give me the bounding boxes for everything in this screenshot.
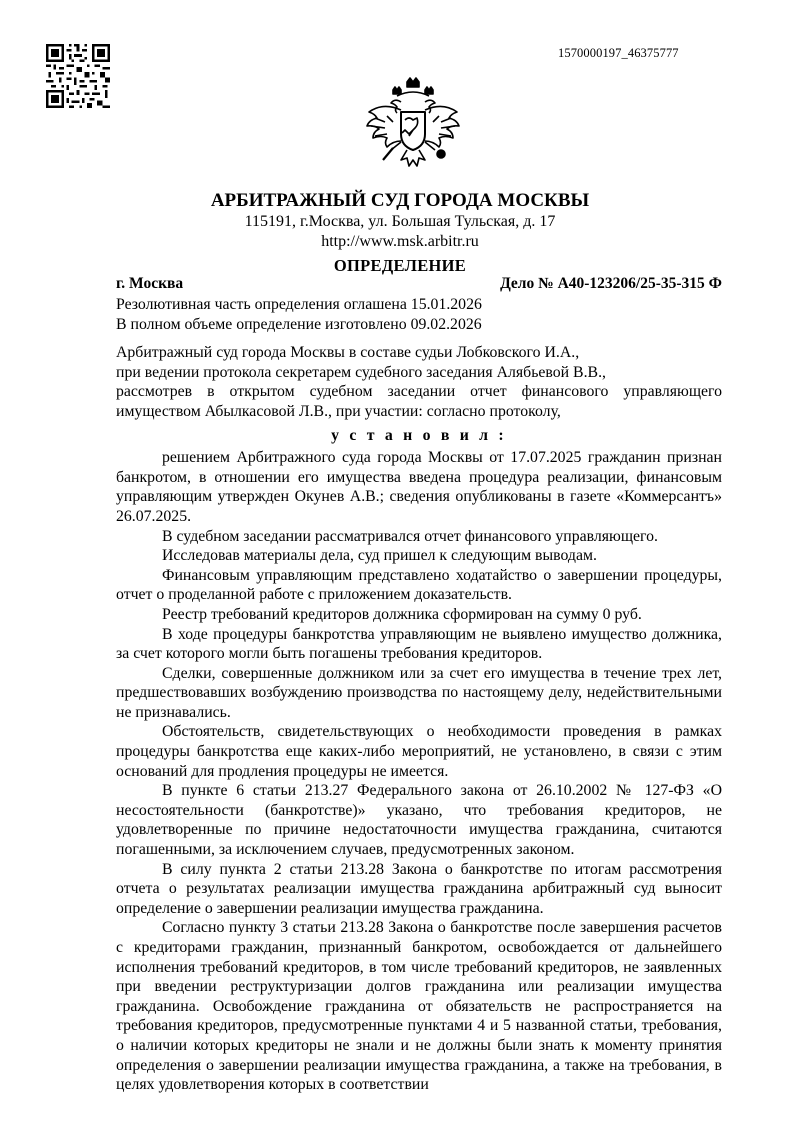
paragraph: Сделки, совершенные должником или за счет его имущества в течение трех лет, предшествовавших возбуждению производства по настоящему делу, недействительными не признавались. [116, 664, 722, 721]
paragraph: Финансовым управляющим представлено ходатайство о завершении процедуры, отчет о проделанной работе с приложением доказательств. [116, 566, 722, 604]
paragraph: В судебном заседании рассматривался отчет финансового управляющего. [162, 527, 658, 545]
paragraph: Обстоятельств, свидетельствующих о необходимости проведения в рамках процедуры банкротства еще каких-либо мероприятий, не установлено, в связи с этим оснований для продления процедуры не имеется. [116, 723, 722, 780]
court-website: http://www.msk.arbitr.ru [321, 233, 479, 250]
full-text-date: В полном объеме определение изготовлено 09.02.2026 [116, 315, 482, 333]
court-address: 115191, г.Москва, ул. Большая Тульская, д. 17 [244, 213, 556, 230]
court-header [0, 190, 800, 277]
document-id: 1570000197_46375777 [558, 46, 679, 60]
document-body [116, 295, 722, 1095]
paragraph: В силу пункта 2 статьи 213.28 Закона о банкротстве по итогам рассмотрения отчета о результатах реализации имущества гражданина арбитражный суд выносит определение о завершении реализации имущества гражданина. [116, 860, 722, 917]
established-heading: у с т а н о в и л : [331, 426, 507, 444]
intro-line: Арбитражный суд города Москвы в составе судьи Лобковского И.А., [116, 344, 580, 362]
paragraph: Исследовав материалы дела, суд пришел к следующим выводам. [162, 547, 597, 565]
intro-line: рассмотрев в открытом судебном заседании отчет финансового управляющего имуществом Абылкасовой Л.В., при участии: согласно протоколу, [116, 383, 722, 420]
intro-line: при ведении протокола секретарем судебного заседания Алябьевой В.В., [116, 363, 606, 381]
paragraph: Согласно пункту 3 статьи 213.28 Закона о банкротстве после завершения расчетов с кредиторами гражданин, признанный банкротом, освобождается от дальнейшего исполнения требований кредиторов, в том числе требований кредиторов, не заявленных при введении реструктуризации долгов гражданина или реализации имущества гражданина. Освобождение гражданина от обязательств не распространяется на требования кредиторов, предусмотренные пунктами 4 и 5 названной статьи, требования, о наличии которых кредиторы не знали и не должны были знать к моменту принятия определения о завершении реализации имущества гражданина, а также на требования, в целях удовлетворения которых в соответствии [116, 919, 722, 1094]
paragraph: Реестр требований кредиторов должника сформирован на сумму 0 руб. [162, 605, 642, 623]
russian-coat-of-arms-emblem [363, 76, 463, 180]
resolution-date: Резолютивная часть определения оглашена 15.01.2026 [116, 296, 482, 313]
document-type: ОПРЕДЕЛЕНИЕ [333, 256, 467, 275]
court-name: АРБИТРАЖНЫЙ СУД ГОРОДА МОСКВЫ [210, 190, 590, 211]
case-number: Дело № А40-123206/25-35-315 Ф [500, 275, 722, 292]
paragraph: решением Арбитражного суда города Москвы от 17.07.2025 гражданин признан банкротом, в отношении его имущества введена процедура реализации, финансовым управляющим утвержден Окунев А.В.; сведения опубликованы в газете «Коммерсантъ» 26.07.2025. [116, 449, 722, 525]
paragraph: В пункте 6 статьи 213.27 Федерального закона от 26.10.2002 № 127-ФЗ «О несостоятельности (банкротстве)» указано, что требования кредиторов, не удовлетворенные по причине недостаточности имущества гражданина, считаются погашенными, за исключением случаев, предусмотренных законом. [116, 782, 722, 859]
qr-code-icon [46, 44, 110, 108]
city: г. Москва [116, 275, 184, 292]
paragraph: В ходе процедуры банкротства управляющим не выявлено имущество должника, за счет которого могли быть погашены требования кредиторов. [116, 625, 722, 663]
